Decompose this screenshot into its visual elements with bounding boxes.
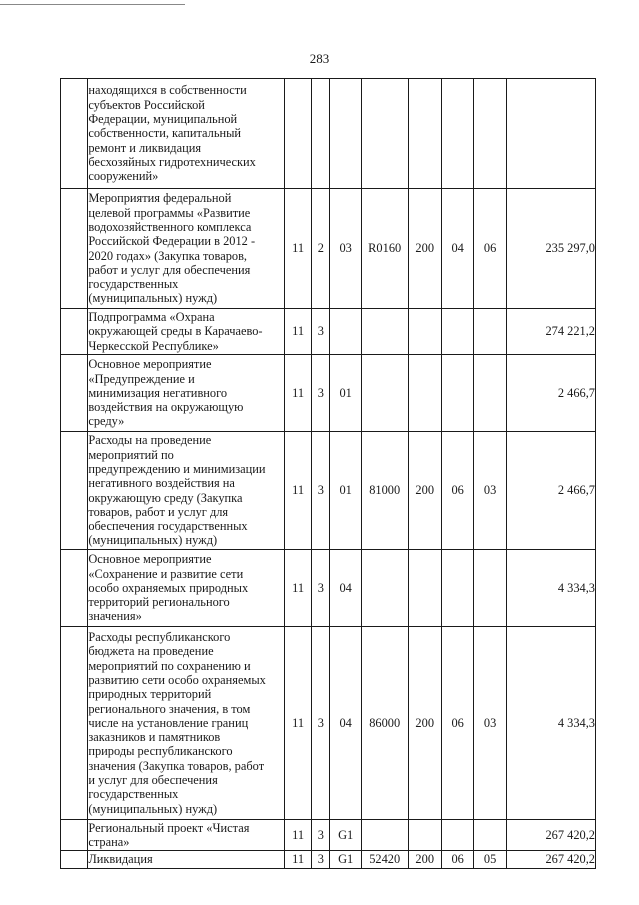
code-cell: 3: [312, 851, 330, 869]
row-name-cell: [88, 309, 285, 355]
row-name-cell: [88, 432, 285, 550]
code-cell: 04: [330, 627, 361, 820]
code-cell: 04: [441, 189, 473, 309]
code-cell: 06: [441, 627, 473, 820]
code-cell: 86000: [361, 627, 408, 820]
table-row: [61, 851, 596, 869]
code-cell: 200: [408, 627, 441, 820]
code-cell: [330, 309, 361, 355]
row-name-cell: [88, 189, 285, 309]
table-row: [61, 79, 596, 189]
row-name-cell: [88, 851, 285, 869]
code-cell: [361, 79, 408, 189]
row-name-cell: [88, 627, 285, 820]
code-cell: [330, 79, 361, 189]
code-cell: 11: [284, 851, 311, 869]
code-cell: [361, 550, 408, 627]
code-cell: [441, 79, 473, 189]
top-rule: [0, 4, 185, 5]
table-row: [61, 550, 596, 627]
code-cell: [408, 355, 441, 432]
code-cell: 3: [312, 627, 330, 820]
row-number-cell: [61, 79, 88, 189]
row-name: находящихся в собственности субъектов Российской Федерации, муниципальной собственности, капитальный ремонт и ликвидация бесхозяйных гидротехнических сооружений»: [88, 83, 256, 184]
row-name: Подпрограмма «Охрана окружающей среды в Карачаево- Черкесской Республике»: [88, 310, 263, 353]
code-cell: 3: [312, 355, 330, 432]
row-number-cell: [61, 851, 88, 869]
code-cell: G1: [330, 820, 361, 851]
code-cell: [361, 820, 408, 851]
row-name-cell: [88, 550, 285, 627]
code-cell: 11: [284, 309, 311, 355]
row-name: Ликвидация: [88, 852, 153, 867]
code-cell: [408, 550, 441, 627]
row-number-cell: [61, 355, 88, 432]
amount-cell: [506, 79, 595, 189]
code-cell: 200: [408, 851, 441, 869]
code-cell: 81000: [361, 432, 408, 550]
table-row: [61, 820, 596, 851]
table-row: [61, 432, 596, 550]
code-cell: [441, 355, 473, 432]
table-row: [61, 189, 596, 309]
row-name: Основное мероприятие «Предупреждение и минимизация негативного воздействия на окружающую среду»: [88, 357, 244, 429]
code-cell: 3: [312, 309, 330, 355]
amount-cell: 2 466,7: [506, 355, 595, 432]
code-cell: [441, 309, 473, 355]
code-cell: 3: [312, 432, 330, 550]
row-number-cell: [61, 550, 88, 627]
row-number-cell: [61, 189, 88, 309]
row-name: Региональный проект «Чистая страна»: [88, 820, 250, 849]
code-cell: 200: [408, 189, 441, 309]
code-cell: 03: [330, 189, 361, 309]
row-name-cell: [88, 820, 285, 851]
code-cell: 200: [408, 432, 441, 550]
code-cell: [408, 79, 441, 189]
page-number: 283: [309, 51, 330, 66]
code-cell: 2: [312, 189, 330, 309]
code-cell: 06: [474, 189, 506, 309]
code-cell: [408, 309, 441, 355]
code-cell: [474, 309, 506, 355]
code-cell: 06: [441, 851, 473, 869]
code-cell: 3: [312, 820, 330, 851]
row-number-cell: [61, 309, 88, 355]
amount-cell: 274 221,2: [506, 309, 595, 355]
amount-cell: 235 297,0: [506, 189, 595, 309]
row-name-cell: [88, 355, 285, 432]
code-cell: 52420: [361, 851, 408, 869]
code-cell: 06: [441, 432, 473, 550]
code-cell: [361, 355, 408, 432]
code-cell: R0160: [361, 189, 408, 309]
code-cell: [408, 820, 441, 851]
row-number-cell: [61, 627, 88, 820]
code-cell: [474, 820, 506, 851]
row-number-cell: [61, 820, 88, 851]
code-cell: 11: [284, 355, 311, 432]
code-cell: [441, 550, 473, 627]
budget-table: [60, 78, 596, 869]
code-cell: 01: [330, 432, 361, 550]
code-cell: 11: [284, 189, 311, 309]
row-name: Мероприятия федеральной целевой программы «Развитие водохозяйственного комплекса Российской Федерации в 2012 - 2020 годах» (Закупка товаров, работ и услуг для обеспечения государственных (муниципальных) нужд): [88, 191, 256, 306]
code-cell: 03: [474, 627, 506, 820]
amount-cell: 267 420,2: [506, 820, 595, 851]
code-cell: [474, 550, 506, 627]
code-cell: [284, 79, 311, 189]
amount-cell: 4 334,3: [506, 627, 595, 820]
code-cell: [441, 820, 473, 851]
code-cell: 11: [284, 550, 311, 627]
table-row: [61, 355, 596, 432]
code-cell: 05: [474, 851, 506, 869]
code-cell: G1: [330, 851, 361, 869]
code-cell: 11: [284, 432, 311, 550]
code-cell: [474, 355, 506, 432]
code-cell: 03: [474, 432, 506, 550]
code-cell: 3: [312, 550, 330, 627]
amount-cell: 2 466,7: [506, 432, 595, 550]
table-row: [61, 627, 596, 820]
amount-cell: 267 420,2: [506, 851, 595, 869]
amount-cell: 4 334,3: [506, 550, 595, 627]
code-cell: [361, 309, 408, 355]
code-cell: [474, 79, 506, 189]
table-row: [61, 309, 596, 355]
row-name-cell: [88, 79, 285, 189]
row-name: Основное мероприятие «Сохранение и развитие сети особо охраняемых природных территорий регионального значения»: [88, 552, 249, 624]
row-name: Расходы на проведение мероприятий по предупреждению и минимизации негативного воздействия на окружающую среду (Закупка товаров, работ и услуг для обеспечения государственных (муниципальных) нужд): [88, 433, 266, 548]
code-cell: [312, 79, 330, 189]
row-number-cell: [61, 432, 88, 550]
code-cell: 01: [330, 355, 361, 432]
code-cell: 11: [284, 627, 311, 820]
row-name: Расходы республиканского бюджета на проведение мероприятий по сохранению и развитию сети особо охраняемых природных территорий регионального значения, в том числе на установление границ заказников и памятников природы республиканского значения (Закупка товаров, работ и услуг для обеспечения государственных (муниципальных) нужд): [88, 630, 266, 816]
code-cell: 11: [284, 820, 311, 851]
code-cell: 04: [330, 550, 361, 627]
